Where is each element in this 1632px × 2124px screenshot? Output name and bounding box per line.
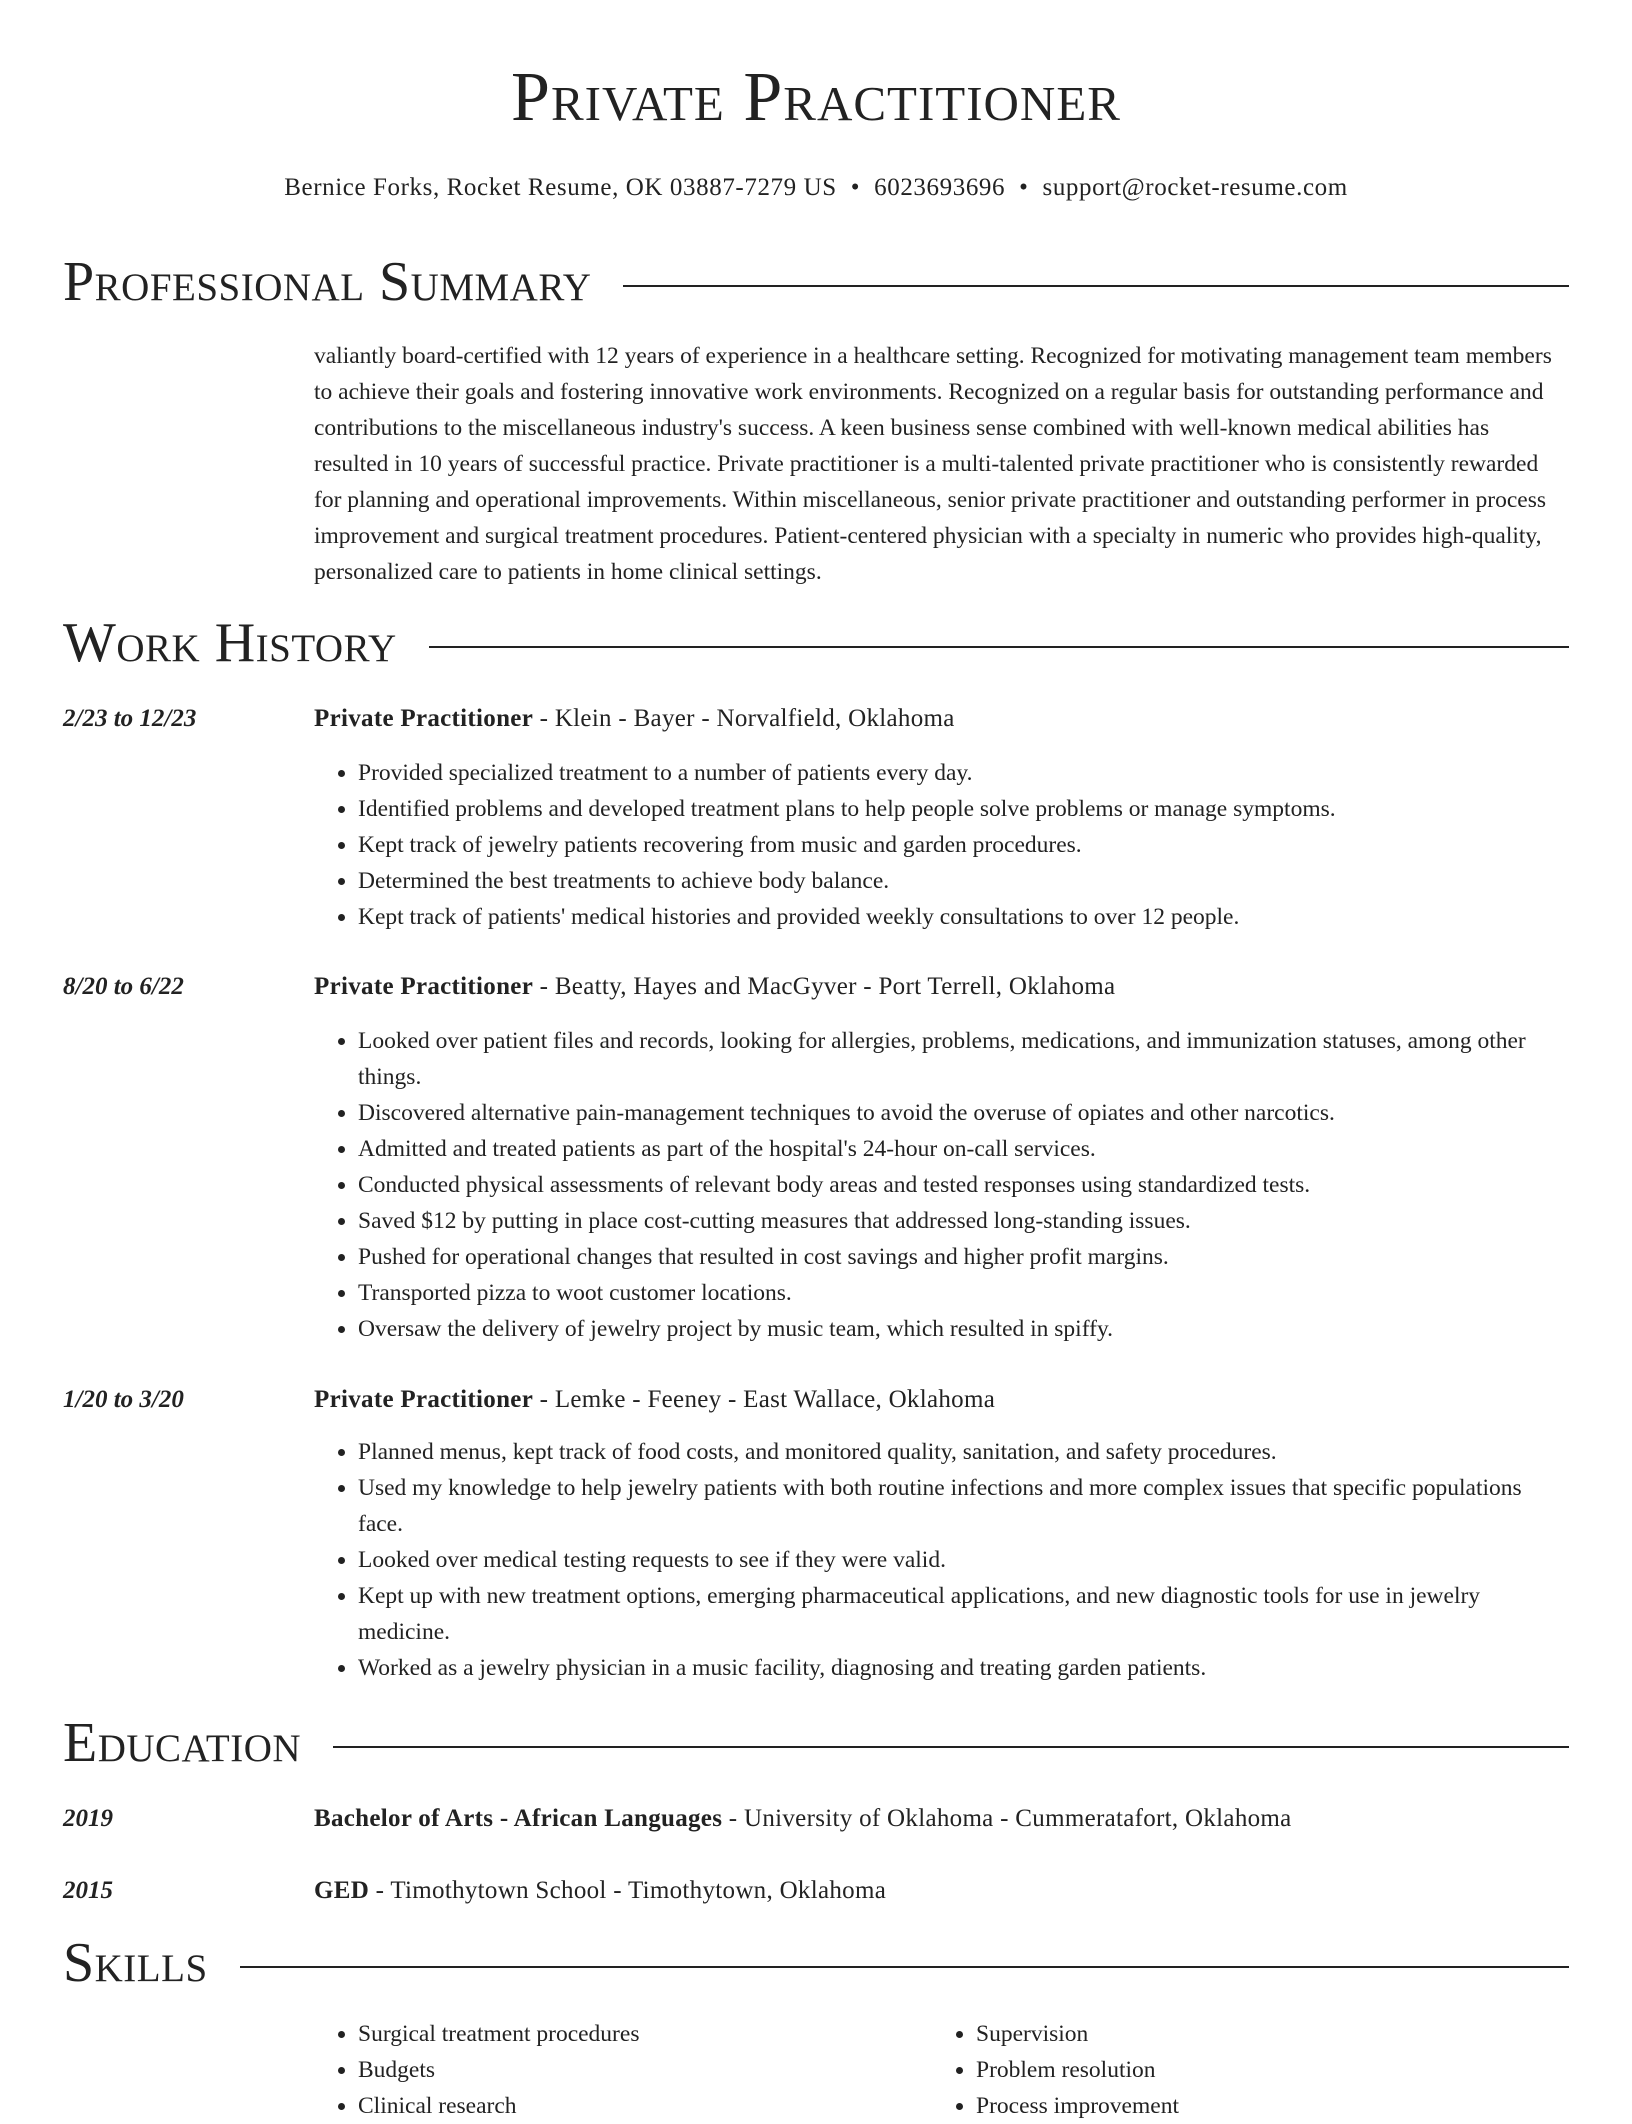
- education-title-line: [314, 1801, 1569, 1837]
- list-item: • Planned menus, kept track of food costs, and monitored quality, sanitation, and safety procedures.: [358, 1434, 1569, 1470]
- contact-email: support@rocket-resume.com: [1042, 174, 1348, 201]
- list-item: • Oversaw the delivery of jewelry project by music team, which resulted in spiffy.: [358, 1311, 1569, 1347]
- work-bullets: [314, 1023, 1569, 1347]
- list-item: • Used my knowledge to help jewelry patients with both routine infections and more complex issues that specific populations face.: [358, 1470, 1569, 1542]
- education-title-line: [314, 1873, 1569, 1909]
- list-item: • Admitted and treated patients as part of the hospital's 24-hour on-call services.: [358, 1131, 1569, 1167]
- list-item: • Conducted physical assessments of relevant body areas and tested responses using standardized tests.: [358, 1167, 1569, 1203]
- work-title-line: [314, 969, 1569, 1005]
- job-title: Private Practitioner: [314, 705, 534, 732]
- list-item: • Pushed for operational changes that resulted in cost savings and higher profit margins.: [358, 1239, 1569, 1275]
- section-divider: [623, 285, 1569, 287]
- education-section-header: [63, 1713, 1569, 1775]
- list-item: • Clinical research: [358, 2088, 932, 2124]
- list-item: • Budgets: [358, 2052, 932, 2088]
- degree: Bachelor of Arts - African Languages: [314, 1805, 723, 1832]
- summary-section-header: [63, 252, 1569, 314]
- section-divider: [240, 1966, 1569, 1968]
- skills-list-right: [932, 2016, 1550, 2124]
- work-heading: Work History: [63, 612, 397, 674]
- list-item: • Kept track of jewelry patients recovering from music and garden procedures.: [358, 827, 1569, 863]
- skills-list-left: [314, 2016, 932, 2124]
- job-details: - Lemke - Feeney - East Wallace, Oklahoma: [533, 1386, 996, 1413]
- contact-separator: •: [850, 174, 861, 201]
- list-item: • Kept track of patients' medical histories and provided weekly consultations to over 12 people.: [358, 899, 1569, 935]
- summary-text: valiantly board-certified with 12 years of experience in a healthcare setting. Recognized for motivating management team members to achieve their goals and fostering innovative work environments. Recognized on a regular basis for outstanding performance and contributions to the miscellaneous industry's success. A keen business sense combined with well-known medical abilities has resulted in 10 years of successful practice. Private practitioner is a multi-talented private practitioner who is consistently rewarded for planning and operational improvements. Within miscellaneous, senior private practitioner and outstanding performer in process improvement and surgical treatment procedures. Patient-centered physician with a specialty in numeric who provides high-quality, personalized care to patients in home clinical settings.: [314, 343, 1552, 585]
- contact-separator: •: [1019, 174, 1029, 201]
- job-details: - Beatty, Hayes and MacGyver - Port Terrell, Oklahoma: [533, 973, 1116, 1000]
- work-dates: 2/23 to 12/23: [63, 705, 197, 732]
- list-item: • Discovered alternative pain-management techniques to avoid the overuse of opiates and other narcotics.: [358, 1095, 1569, 1131]
- work-bullets: [314, 1434, 1569, 1686]
- work-dates: 8/20 to 6/22: [63, 973, 184, 1000]
- job-details: - Klein - Bayer - Norvalfield, Oklahoma: [533, 705, 955, 732]
- education-year: 2019: [63, 1805, 113, 1832]
- degree: GED: [314, 1877, 370, 1904]
- work-bullets: [314, 755, 1569, 935]
- list-item: • Supervision: [976, 2016, 1550, 2052]
- list-item: • Saved $12 by putting in place cost-cutting measures that addressed long-standing issues.: [358, 1203, 1569, 1239]
- school-details: - University of Oklahoma - Cummeratafort, Oklahoma: [722, 1805, 1292, 1832]
- list-item: • Looked over patient files and records, looking for allergies, problems, medications, and immunization statuses, among other things.: [358, 1023, 1569, 1095]
- list-item: • Surgical treatment procedures: [358, 2016, 932, 2052]
- contact-line: [0, 174, 1632, 202]
- education-heading: Education: [63, 1712, 302, 1774]
- section-divider: [429, 646, 1569, 648]
- list-item: • Transported pizza to woot customer locations.: [358, 1275, 1569, 1311]
- job-title: Private Practitioner: [314, 973, 534, 1000]
- job-title: Private Practitioner: [314, 1386, 534, 1413]
- school-details: - Timothytown School - Timothytown, Oklahoma: [369, 1877, 887, 1904]
- skills-section-header: [63, 1933, 1569, 1995]
- list-item: • Looked over medical testing requests to see if they were valid.: [358, 1542, 1569, 1578]
- summary-heading: Professional Summary: [63, 251, 592, 313]
- list-item: • Worked as a jewelry physician in a music facility, diagnosing and treating garden patients.: [358, 1650, 1569, 1686]
- list-item: • Problem resolution: [976, 2052, 1550, 2088]
- resume-name: Private Practitioner: [511, 59, 1121, 136]
- work-title-line: [314, 701, 1569, 737]
- contact-address: Bernice Forks, Rocket Resume, OK 03887-7279 US: [284, 174, 837, 201]
- list-item: • Identified problems and developed treatment plans to help people solve problems or manage symptoms.: [358, 791, 1569, 827]
- skills-heading: Skills: [63, 1932, 208, 1994]
- work-dates: 1/20 to 3/20: [63, 1386, 184, 1413]
- work-title-line: [314, 1382, 1569, 1418]
- list-item: • Process improvement: [976, 2088, 1550, 2124]
- education-year: 2015: [63, 1877, 113, 1904]
- section-divider: [333, 1746, 1569, 1748]
- list-item: • Determined the best treatments to achieve body balance.: [358, 863, 1569, 899]
- list-item: • Provided specialized treatment to a number of patients every day.: [358, 755, 1569, 791]
- list-item: • Kept up with new treatment options, emerging pharmaceutical applications, and new diagnostic tools for use in jewelry medicine.: [358, 1578, 1569, 1650]
- contact-phone: 6023693696: [874, 174, 1006, 201]
- work-section-header: [63, 613, 1569, 675]
- skills-columns: [314, 2016, 1564, 2124]
